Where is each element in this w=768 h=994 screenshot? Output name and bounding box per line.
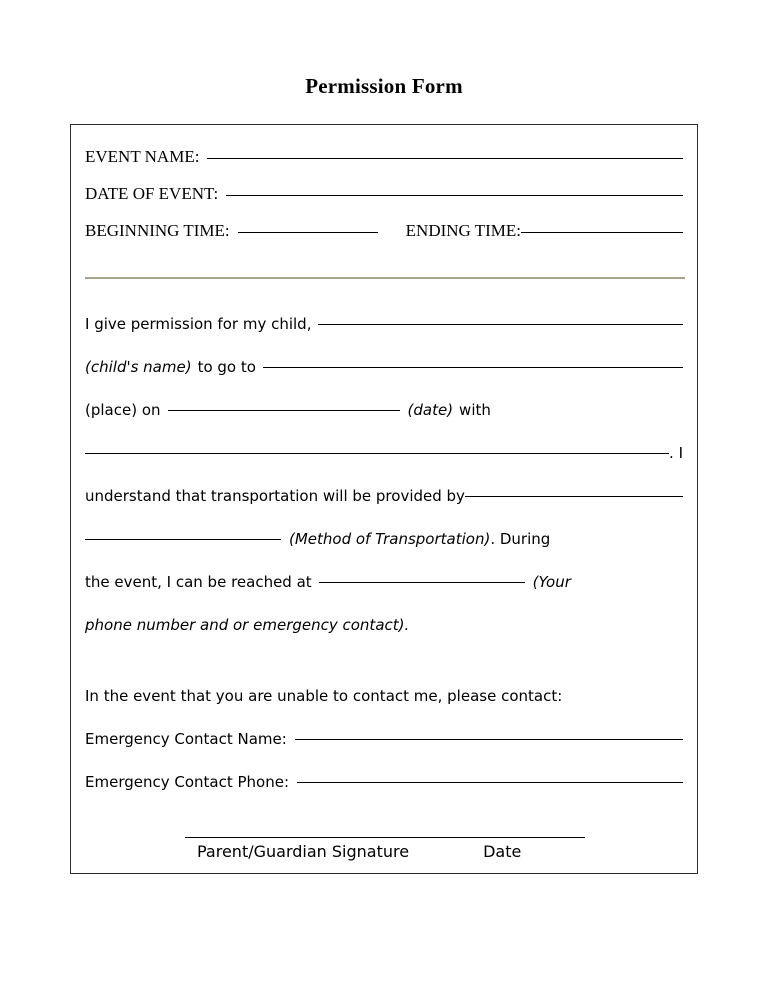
emergency-contact-phone-input[interactable]: [297, 782, 683, 783]
date-hint: (date): [407, 401, 454, 419]
signature-date-label: Date: [483, 842, 522, 861]
beginning-time-input[interactable]: [238, 232, 378, 233]
line4-tail-text: . I: [669, 444, 683, 462]
body-line-4: [85, 432, 683, 475]
your-hint: (Your: [532, 573, 571, 591]
field-event-name: [85, 147, 683, 167]
form-body-section: [71, 303, 697, 804]
permission-form-box: [70, 124, 698, 874]
ending-time-input[interactable]: [521, 232, 683, 233]
section-divider: [85, 277, 685, 279]
emergency-contact-name-input[interactable]: [295, 739, 683, 740]
body-line-5: [85, 475, 683, 518]
body-line-6: [85, 518, 683, 561]
emergency-phone-row: [85, 761, 683, 804]
child-name-hint: (child's name): [85, 358, 192, 376]
body-line-8: [85, 604, 683, 647]
transportation-input-b[interactable]: [85, 539, 281, 540]
emergency-intro-row: [85, 675, 683, 718]
body-line-3: [85, 389, 683, 432]
with-text: with: [459, 401, 491, 419]
emergency-contact-name-label: Emergency Contact Name:: [85, 730, 287, 748]
during-text: . During: [490, 530, 551, 548]
emergency-contact-phone-label: Emergency Contact Phone:: [85, 773, 290, 791]
signature-input[interactable]: [185, 837, 585, 838]
child-name-input[interactable]: [318, 324, 683, 325]
method-of-transportation-hint: (Method of Transportation): [289, 530, 491, 548]
emergency-intro-text: In the event that you are unable to contact me, please contact:: [85, 687, 563, 705]
place-on-text: (place) on: [85, 401, 161, 419]
body-line-1: [85, 303, 683, 346]
body-line-7: [85, 561, 683, 604]
signature-labels: [85, 842, 683, 861]
transportation-text: understand that transportation will be provided by: [85, 487, 465, 505]
emergency-name-row: [85, 718, 683, 761]
date-of-event-input[interactable]: [226, 195, 683, 196]
date-of-event-label: DATE OF EVENT:: [85, 184, 219, 203]
event-date-input[interactable]: [168, 410, 400, 411]
event-name-input[interactable]: [207, 158, 683, 159]
phone-number-hint: phone number and or emergency contact).: [85, 616, 410, 634]
place-input[interactable]: [263, 367, 683, 368]
beginning-time-label: BEGINNING TIME:: [85, 221, 230, 240]
destination-detail-input[interactable]: [85, 453, 669, 454]
signature-block: [71, 837, 697, 861]
permission-statement-text: I give permission for my child,: [85, 315, 312, 333]
form-header-section: [71, 125, 697, 258]
page-title: Permission Form: [305, 74, 463, 98]
body-spacer: [85, 647, 683, 675]
ending-time-label: ENDING TIME:: [405, 221, 522, 240]
parent-guardian-signature-label: Parent/Guardian Signature: [197, 842, 410, 861]
body-line-2: [85, 346, 683, 389]
transportation-input-a[interactable]: [465, 496, 683, 497]
go-to-text: to go to: [197, 358, 256, 376]
reached-at-text: the event, I can be reached at: [85, 573, 312, 591]
field-times: [85, 221, 683, 241]
field-date-of-event: [85, 184, 683, 204]
contact-number-input[interactable]: [319, 582, 525, 583]
event-name-label: EVENT NAME:: [85, 147, 200, 166]
